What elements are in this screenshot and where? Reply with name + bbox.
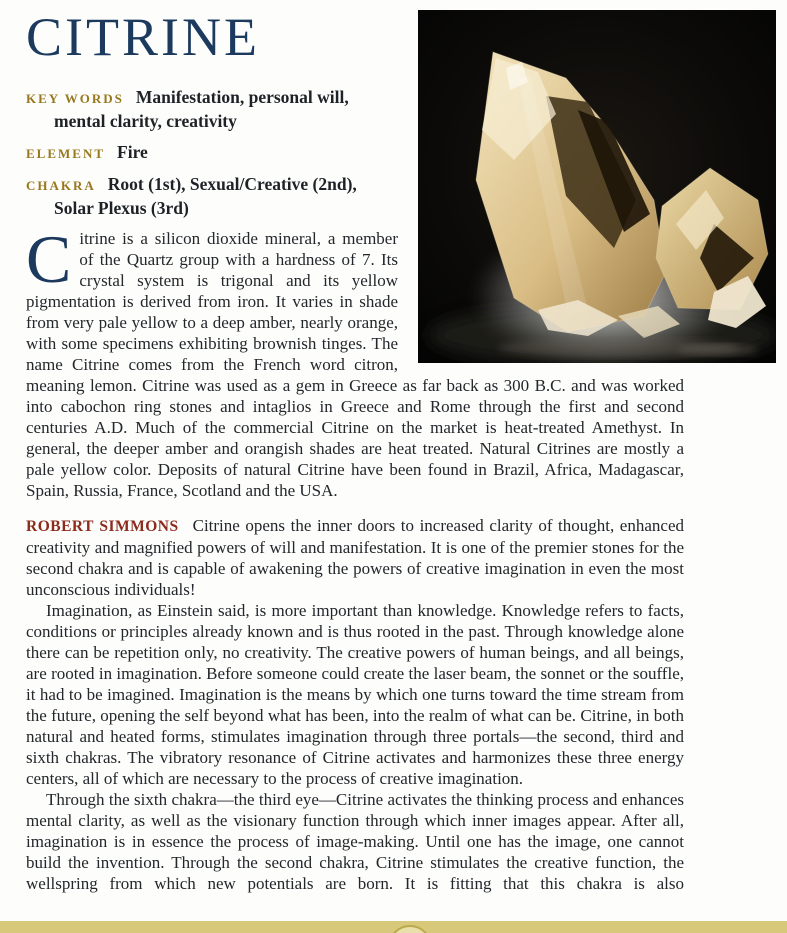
keywords-value: Manifestation, personal will, mental clarity, creativity — [54, 87, 349, 131]
simmons-paragraph-2: Imagination, as Einstein said, is more important than knowledge. Knowledge refers to facts, conditions or principles already known and is thus rooted in the past. Through knowledge alone there can be repetition only, no creativity. The creative powers of human beings, and all beings, are rooted in imagination. Before someone could create the laser beam, the sonnet or the souffle, it had to be imagined. Imagination is the means by which one turns toward the time stream from the future, opening the self beyond what has been, into the realm of what can be. Citrine, in both natural and heated forms, stimulates imagination through three portals—the second, third and sixth chakras. The vibratory resonance of Citrine activates and harmonizes these three energy centers, all of which are necessary to the process of creative imagination. — [26, 601, 684, 788]
citrine-crystal-illustration — [418, 10, 776, 363]
element-label: ELEMENT — [26, 146, 106, 161]
simmons-paragraph-3: Through the sixth chakra—the third eye—Citrine activates the thinking process and enhances mental clarity, as well as the visionary function through which inner images appear. After all, imagination is in essence the process of image-making. Until one has the image, one cannot build the invention. Through the second chakra, Citrine stimulates the creative function, the wellspring from which new potentials are born. It is fitting that this chakra is also — [26, 790, 684, 893]
simmons-text-1: Citrine opens the inner doors to increased clarity of thought, enhanced creativity and magnified powers of will and manifestation. It is one of the premier stones for the second chakra and is capable of awakening the powers of creative imagination in even the most unconscious individuals! — [26, 516, 684, 599]
drop-cap: C — [26, 221, 72, 297]
page-number-medallion — [388, 925, 432, 933]
page-title: CITRINE — [26, 7, 260, 67]
intro-text: itrine is a silicon dioxide mineral, a member of the Quartz group with a hardness of 7. Its crystal system is trigonal and its yellow pigmentation is derived from iron. It varies in shade from very pale yellow to a deep amber, nearly orange, with some specimens exhibiting brownish tinges. The name Citrine comes from the French word citron, meaning lemon. Citrine was used as a gem in Greece as far back as 300 B.C. and was worked into cabochon ring stones and intaglios in Greece and Rome through the first and second centuries A.D. Much of the commercial Citrine on the market is heat-treated Amethyst. In general, the deeper amber and orangish shades are heat treated. Natural Citrines are mostly a pale yellow color. Deposits of natural Citrine have been found in Brazil, Africa, Madagascar, Spain, Russia, France, Scotland and the USA. — [26, 229, 684, 500]
author-label: ROBERT SIMMONS — [26, 518, 179, 535]
chakra-value: Root (1st), Sexual/Creative (2nd), Solar Plexus (3rd) — [54, 174, 357, 218]
chakra-label: CHAKRA — [26, 178, 96, 193]
element-value: Fire — [117, 142, 148, 162]
simmons-paragraph-1 — [26, 515, 684, 600]
citrine-photo — [418, 10, 776, 363]
page-footer-bar — [0, 921, 787, 933]
keywords-label: KEY WORDS — [26, 91, 124, 106]
